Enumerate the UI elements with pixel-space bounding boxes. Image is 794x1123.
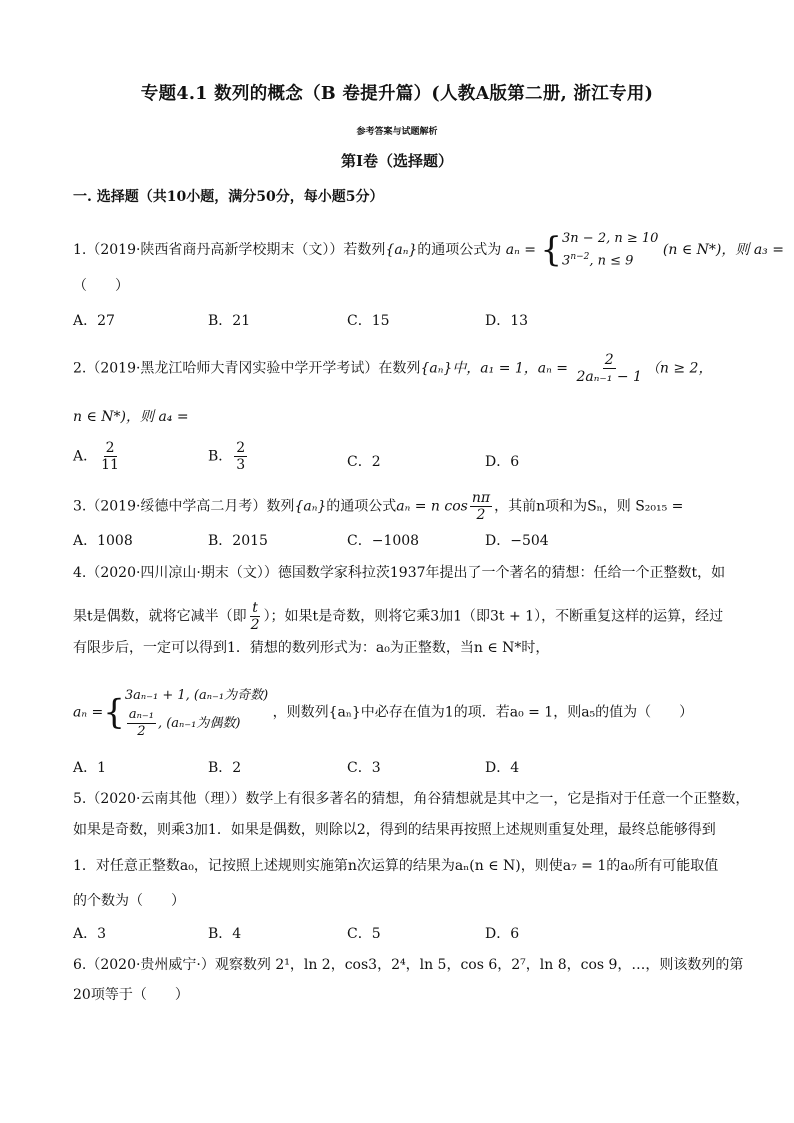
q3-mid: 的通项公式 [326, 498, 397, 515]
q6-line2: 20项等于（ ） [73, 987, 189, 1003]
q4-line2a: 果t是偶数，就将它减半（即 [73, 608, 247, 625]
q5-option-d: D．6 [485, 926, 520, 942]
q3-option-d: D．−504 [485, 533, 549, 549]
q5-line1: 5.（2020·云南其他（理））数学上有很多著名的猜想，角谷猜想就是其中之一，它是指对于任意一个正整数， [73, 791, 750, 807]
q2-option-a [73, 440, 123, 473]
q1-option-b: B．21 [208, 313, 251, 329]
q2-option-b [208, 440, 249, 473]
q1-option-a: A．27 [73, 313, 115, 329]
q3-text: 3.（2019·绥德中学高二月考）数列 [73, 498, 295, 515]
q1-case2: 3 [562, 253, 571, 269]
q5-line3: 1．对任意正整数a₀，记按照上述规则实施第n次运算的结果为aₙ(n ∈ N)，则使a₇ = 1的a₀所有可能取值 [73, 858, 719, 874]
q3-frac-den: 2 [476, 507, 486, 523]
q2-option-c: C．2 [347, 454, 381, 470]
volume-heading: 第I卷（选择题） [340, 152, 454, 170]
q4-frac-den: 2 [250, 617, 260, 633]
question-1: 1.（2019·陕西省商丹高新学校期末（文））若数列{aₙ}的通项公式为 aₙ = { 3n − 2, n ≥ 10 $3^{n-2}$, n ≤ 9 (n ∈ N*)，则 a₃ = [73, 230, 784, 271]
q4-line3: 有限步后，一定可以得到1．猜想的数列形式为：a₀为正整数，当n ∈ N*时， [73, 640, 550, 656]
q5-option-a: A．3 [73, 926, 107, 942]
q5-option-b: B．4 [208, 926, 242, 942]
q2-text: 2.（2019·黑龙江哈师大青冈实验中学开学考试）在数列 [73, 360, 421, 377]
q2-option-b-label: B． [208, 448, 233, 465]
q3-option-b: B．2015 [208, 533, 268, 549]
q4-cases: aₙ ={ 3aₙ₋₁ + 1, (aₙ₋₁为奇数) $\frac{\text{aₙ₋₁}}{2}$ , (aₙ₋₁为偶数) ，则数列{aₙ}中必存在值为1的项．若a₀ = 1，则a₅的值为（ ） [73, 685, 693, 740]
q4-tail: ，则数列{aₙ}中必存在值为1的项．若a₀ = 1，则a₅的值为（ ） [272, 704, 694, 721]
q4-case2-cond: , (aₙ₋₁为偶数) [157, 716, 241, 731]
q4-option-d: D．4 [485, 760, 520, 776]
q1-option-d: D．13 [485, 313, 529, 329]
q5-line4: 的个数为（ ） [73, 893, 185, 909]
q4-option-b: B．2 [208, 760, 242, 776]
q2-tail: （n ≥ 2， [645, 360, 713, 377]
q4-case1: 3aₙ₋₁ + 1, (aₙ₋₁为奇数) [124, 688, 269, 703]
q1-case2-cond: , n ≤ 9 [589, 253, 634, 269]
q2-option-b-num: 2 [236, 440, 246, 456]
q2-frac-den: 2aₙ₋₁ − 1 [576, 369, 642, 385]
q2-frac-num: 2 [604, 352, 614, 368]
q1-mid: 的通项公式为 [417, 242, 502, 259]
q2-option-a-den: 11 [101, 457, 119, 473]
q2-line2: n ∈ N*)，则 a₄ = [73, 409, 189, 425]
q4-frac-num: t [252, 600, 258, 616]
page-subtitle: 参考答案与试题解析 [356, 127, 438, 137]
q6-line1: 6.（2020·贵州威宁·）观察数列 2¹，ln 2，cos3，2⁴，ln 5，cos 6，2⁷，ln 8，cos 9，…，则该数列的第 [73, 957, 744, 973]
q5-line2: 如果是奇数，则乘3加1．如果是偶数，则除以2，得到的结果再按照上述规则重复处理，最终总能够得到 [73, 822, 716, 838]
q1-case2-exp: n−2 [570, 252, 590, 262]
question-2: 2.（2019·黑龙江哈师大青冈实验中学开学考试）在数列{aₙ}中，a₁ = 1，aₙ = $\frac{2}{\text{2aₙ₋₁ − 1}}$ （n ≥ 2， [73, 352, 713, 385]
q1-case1: 3n − 2, n ≥ 10 [562, 231, 659, 246]
q1-text: 1.（2019·陕西省商丹高新学校期末（文））若数列 [73, 242, 386, 259]
q1-tail: ，则 a₃ = [721, 242, 784, 259]
q4-an: aₙ = [73, 704, 104, 721]
q2-option-a-label: A． [73, 448, 98, 465]
q2-option-b-den: 3 [236, 457, 246, 473]
q4-case2-den: 2 [137, 724, 146, 739]
page-title: 专题4.1 数列的概念（B 卷提升篇）(人教A版第二册, 浙江专用) [140, 84, 654, 104]
q4-line2b: ）；如果t是奇数，则将它乘3加1（即3t + 1），不断重复这样的运算，经过 [263, 608, 724, 625]
q4-line2 [73, 600, 723, 633]
q2-option-d: D．6 [485, 454, 520, 470]
q1-option-c: C．15 [347, 313, 390, 329]
section-heading: 一. 选择题（共10小题，满分50分，每小题5分） [73, 189, 384, 205]
q4-option-c: C．3 [347, 760, 381, 776]
q4-line1: 4.（2020·四川凉山·期末（文））德国数学家科拉茨1937年提出了一个著名的猜想：任给一个正整数t，如 [73, 565, 726, 581]
q5-option-c: C．5 [347, 926, 381, 942]
q1-paren: （ ） [73, 278, 129, 294]
q3-option-c: C．−1008 [347, 533, 420, 549]
q2-mid: 中，a₁ = 1，a [452, 360, 547, 377]
q3-frac-num: nπ [471, 490, 491, 506]
question-3: 3.（2019·绥德中学高二月考）数列{aₙ}的通项公式aₙ = n cos $\frac{n\pi}{2}$ ，其前n项和为Sₙ，则 S₂₀₁₅ = [73, 490, 684, 523]
q3-tail: ，其前n项和为Sₙ，则 S₂₀₁₅ = [494, 498, 684, 515]
q3-option-a: A．1008 [73, 533, 133, 549]
q3-formula: aₙ = n cos [396, 498, 468, 515]
q1-cond: (n ∈ N*) [662, 242, 722, 259]
q4-option-a: A．1 [73, 760, 107, 776]
q4-case2-num: aₙ₋₁ [128, 707, 154, 722]
q2-option-a-num: 2 [105, 440, 115, 456]
